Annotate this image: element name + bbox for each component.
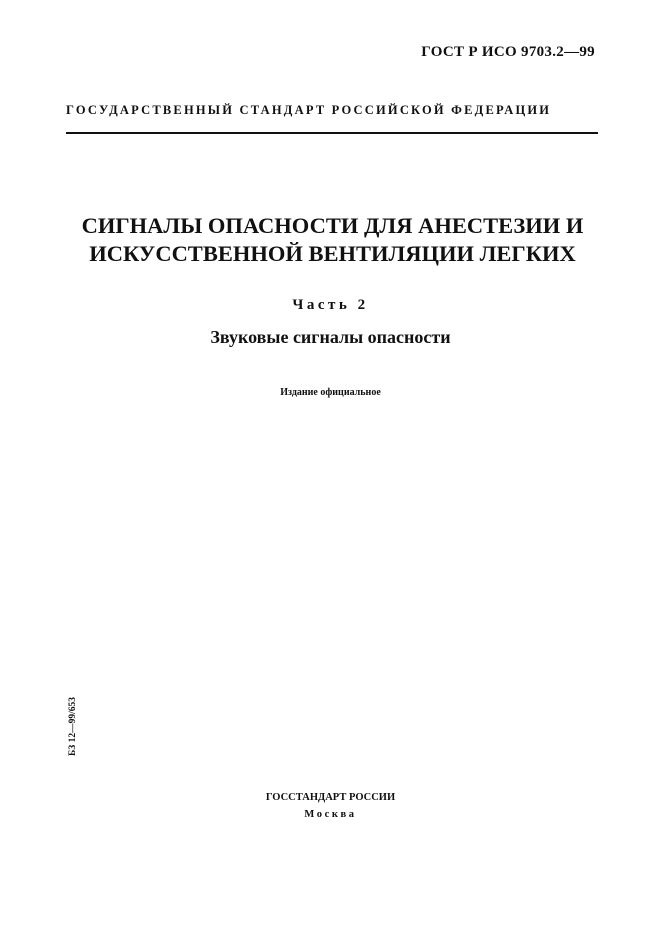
- standard-number: ГОСТ Р ИСО 9703.2—99: [421, 44, 595, 60]
- state-standard-heading: ГОСУДАРСТВЕННЫЙ СТАНДАРТ РОССИЙСКОЙ ФЕДЕРАЦИИ: [66, 103, 552, 117]
- publisher-city: Москва: [304, 809, 357, 820]
- part-label: Часть 2: [292, 297, 369, 313]
- part-subtitle: Звуковые сигналы опасности: [210, 327, 451, 347]
- document-title-line-2: ИСКУССТВЕННОЙ ВЕНТИЛЯЦИИ ЛЕГКИХ: [89, 241, 576, 266]
- document-title: [40, 212, 625, 268]
- header-rule: [66, 132, 598, 134]
- edition-note: Издание официальное: [280, 387, 381, 398]
- document-title-line-1: СИГНАЛЫ ОПАСНОСТИ ДЛЯ АНЕСТЕЗИИ И: [81, 213, 584, 238]
- side-catalog-code: БЗ 12—99/653: [68, 696, 78, 756]
- publisher-name: ГОССТАНДАРТ РОССИИ: [265, 792, 396, 803]
